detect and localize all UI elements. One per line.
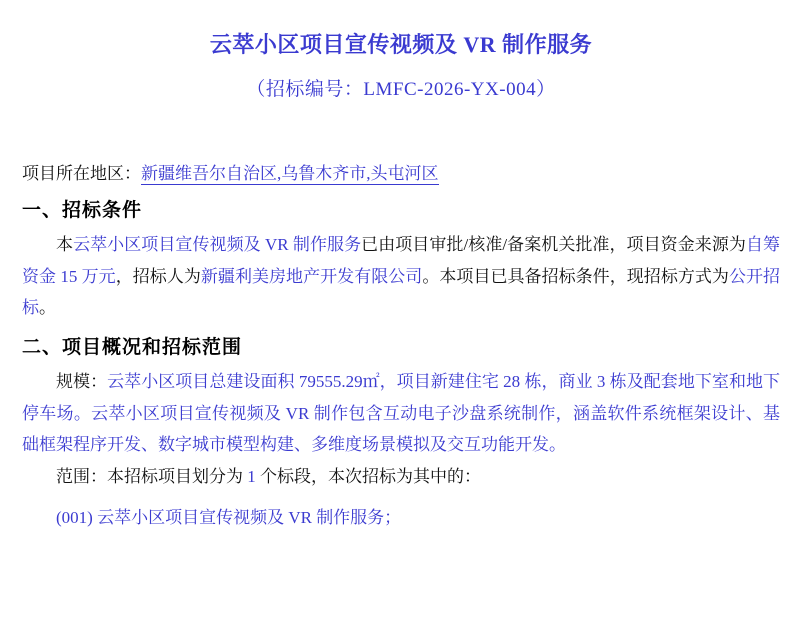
run: 公开招标 [22, 266, 781, 318]
run: 范围：本招标项目划分为 [56, 466, 248, 486]
run: 个标段，本次招标为其中的： [255, 466, 481, 486]
page-title: 云萃小区项目宣传视频及 VR 制作服务 [209, 32, 593, 57]
project-region [22, 161, 780, 187]
tender-number: （招标编号：LMFC-2026-YX-004） [246, 78, 556, 100]
run: 新疆利美房地产开发有限公司 [200, 266, 423, 286]
run: 规模： [56, 372, 108, 392]
section-2-paragraph-1 [22, 366, 780, 460]
lot-item: (001) 云萃小区项目宣传视频及 VR 制作服务； [56, 507, 402, 527]
run: 自筹资金 15 万元 [22, 235, 781, 286]
run: 云萃小区项目宣传视频及 VR 制作服务 [73, 235, 362, 255]
project-region-value: 新疆维吾尔自治区,乌鲁木齐市,头屯河区 [141, 164, 439, 184]
section-heading-1: 一、招标条件 [22, 199, 143, 221]
run: ，招标人为 [115, 266, 201, 286]
run: 。 [39, 298, 56, 318]
section-2-paragraph-2 [22, 461, 780, 492]
title-body-spacer [22, 103, 780, 155]
project-region-label: 项目所在地区： [22, 164, 141, 184]
section-heading-2: 二、项目概况和招标范围 [22, 336, 243, 358]
run: 。本项目已具备招标条件，现招标方式为 [422, 266, 729, 286]
run: 1 [247, 466, 256, 486]
run: 云萃小区项目总建设面积 79555.29㎡，项目新建住宅 28 栋，商业 3 栋及配套地下室和地下停车场。云萃小区项目宣传视频及 VR 制作包含互动电子沙盘系统制作，涵盖软件系统框架设计、基础框架程序开发、数字城市模型构建、多维度场景模拟及交互功能开发。 [22, 372, 781, 455]
run: 已由项目审批/核准/备案机关批准，项目资金来源为 [361, 235, 746, 255]
run: 本 [56, 235, 74, 255]
section-1-paragraph-1 [22, 229, 780, 323]
